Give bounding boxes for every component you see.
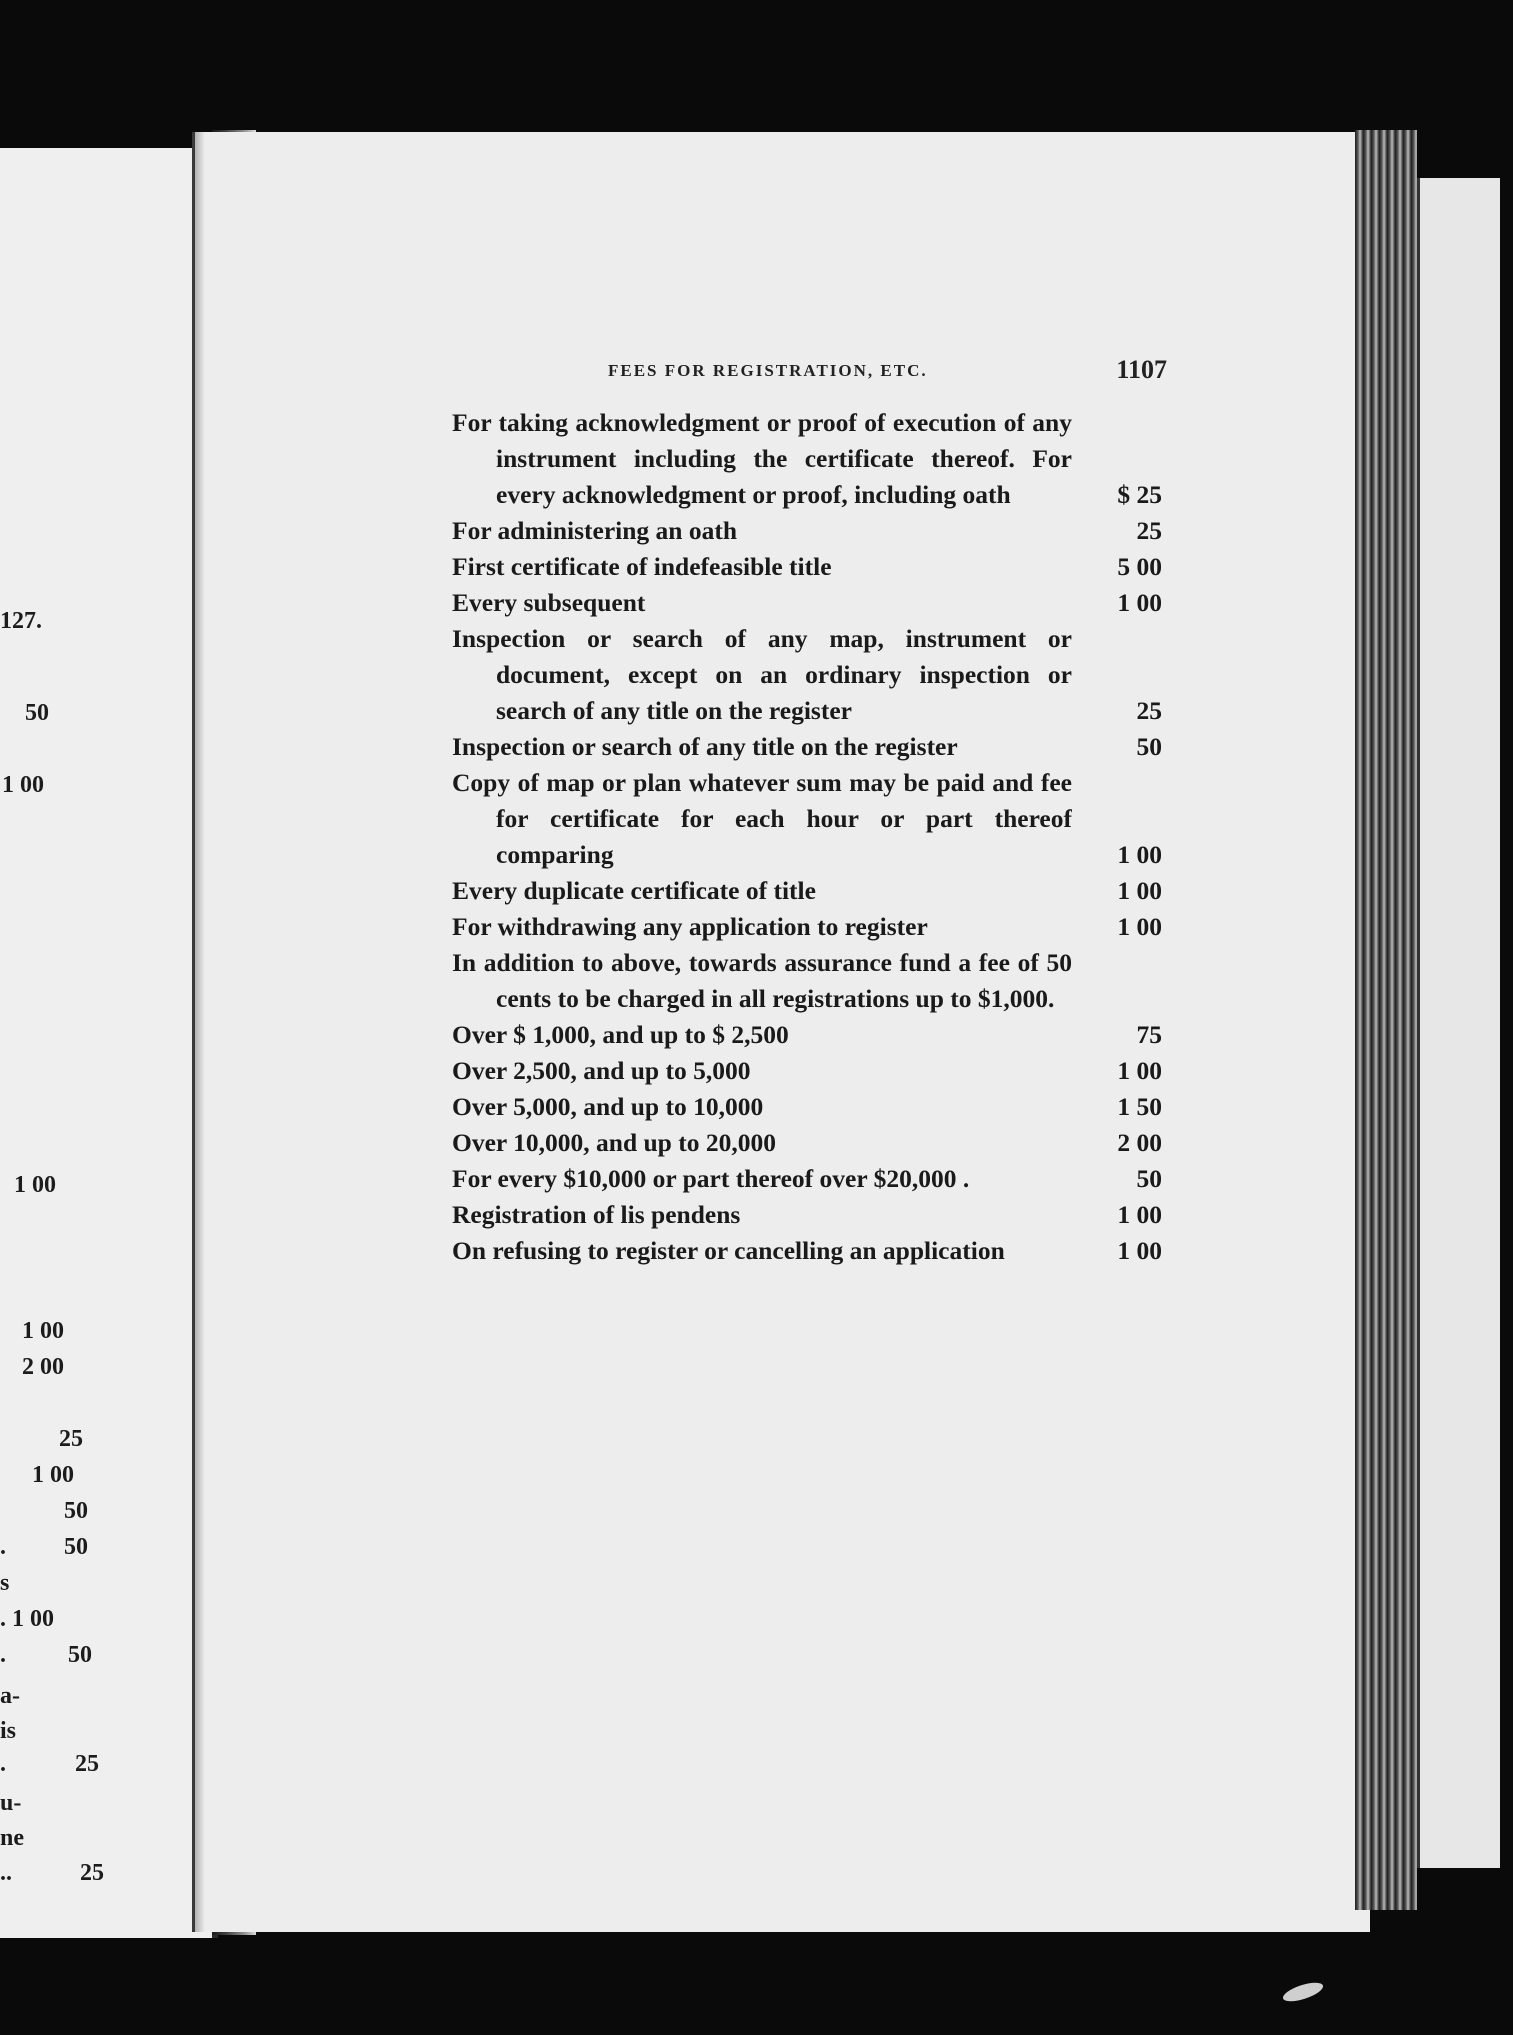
fee-description: Over 2,500, and up to 5,000 — [452, 1056, 751, 1085]
fee-amount: 25 — [1136, 516, 1162, 545]
left-page-text: . 1 00 — [0, 1606, 54, 1632]
left-page-text: . — [0, 1751, 6, 1777]
fee-amount: 1 00 — [1117, 840, 1162, 869]
fee-amount: 1 00 — [1117, 876, 1162, 905]
fee-entry — [452, 1197, 1162, 1233]
left-page-text: 25 — [80, 1860, 104, 1886]
fee-amount: 2 00 — [1117, 1128, 1162, 1157]
left-page-text: 50 — [64, 1498, 88, 1524]
fee-amount: 25 — [1136, 696, 1162, 725]
left-page-text: .. — [0, 1860, 12, 1886]
fee-description: Over 10,000, and up to 20,000 — [452, 1128, 776, 1157]
fee-description: On refusing to register or cancelling an application — [452, 1236, 1005, 1265]
left-page-text: . — [0, 1534, 6, 1560]
left-page-text: 25 — [75, 1751, 99, 1777]
fee-description: First certificate of indefeasible title — [452, 552, 832, 581]
fee-description: Registration of lis pendens — [452, 1200, 741, 1229]
fee-entry — [452, 1089, 1162, 1125]
running-header-title: FEES FOR REGISTRATION, ETC. — [608, 361, 928, 380]
fee-description: For every $10,000 or part thereof over $20,000 . — [452, 1164, 970, 1193]
fee-description: Over 5,000, and up to 10,000 — [452, 1092, 764, 1121]
fee-amount: 1 00 — [1117, 1056, 1162, 1085]
left-page-text: . — [0, 1642, 6, 1668]
fee-amount: 1 00 — [1117, 1200, 1162, 1229]
next-page — [1417, 178, 1500, 1868]
fee-description: For withdrawing any application to register — [452, 912, 928, 941]
fee-amount: 1 00 — [1117, 588, 1162, 617]
fee-amount: 50 — [1136, 732, 1162, 761]
fee-amount: $ 25 — [1117, 480, 1162, 509]
fee-description: Every duplicate certificate of title — [452, 876, 816, 905]
fee-amount: 75 — [1136, 1020, 1162, 1049]
left-page-text: 1 00 — [32, 1462, 74, 1488]
fee-entry — [452, 405, 1162, 513]
fee-entry — [452, 729, 1162, 765]
fee-entry — [452, 1233, 1162, 1269]
left-page-text: 1 00 — [14, 1172, 56, 1198]
left-page-text: 1 00 — [2, 772, 44, 798]
fee-entry — [452, 765, 1162, 873]
left-page-text: u- — [0, 1790, 22, 1816]
fee-description: For taking acknowledgment or proof of execution of any instrument including the certificate thereof. For every acknowledgment or proof, including oath — [452, 408, 1072, 509]
fee-entry — [452, 513, 1162, 549]
fee-amount: 1 00 — [1117, 1236, 1162, 1265]
fee-description: Inspection or search of any title on the register — [452, 732, 958, 761]
left-page-text: s — [0, 1570, 10, 1596]
fee-description: Copy of map or plan whatever sum may be paid and fee for certificate for each hour or part thereof comparing — [452, 768, 1072, 869]
fee-amount: 5 00 — [1117, 552, 1162, 581]
fee-amount: 1 00 — [1117, 912, 1162, 941]
left-page — [0, 148, 218, 1938]
left-page-text: a- — [0, 1683, 20, 1709]
fee-description: Over $ 1,000, and up to $ 2,500 — [452, 1020, 789, 1049]
fee-description: Every subsequent — [452, 588, 646, 617]
left-page-text: 1 00 — [22, 1318, 64, 1344]
fee-entry — [452, 621, 1162, 729]
fee-entry — [452, 945, 1162, 1017]
left-page-text: 127. — [0, 608, 42, 634]
left-page-text: 25 — [59, 1426, 83, 1452]
left-page-text: ne — [0, 1825, 24, 1851]
left-page-text: 2 00 — [22, 1354, 64, 1380]
fee-amount: 50 — [1136, 1164, 1162, 1193]
left-page-text: 50 — [25, 700, 49, 726]
fee-description: Inspection or search of any map, instrument or document, except on an ordinary inspection or search of any title on the register — [452, 624, 1072, 725]
left-page-text: 50 — [64, 1534, 88, 1560]
fee-entry — [452, 1017, 1162, 1053]
fee-entry — [452, 585, 1162, 621]
page-edges — [1355, 130, 1417, 1910]
page-fold-shadow — [195, 132, 205, 1932]
fee-entry — [452, 1053, 1162, 1089]
running-header — [600, 355, 1167, 395]
fee-entry — [452, 1125, 1162, 1161]
page-number: 1107 — [1116, 355, 1167, 384]
fee-entry — [452, 873, 1162, 909]
left-page-text: 50 — [68, 1642, 92, 1668]
left-page-text: is — [0, 1718, 17, 1744]
fee-entry — [452, 909, 1162, 945]
fee-schedule — [452, 405, 1162, 1269]
fee-description: For administering an oath — [452, 516, 738, 545]
fee-entry — [452, 1161, 1162, 1197]
fee-amount: 1 50 — [1117, 1092, 1162, 1121]
fee-description: In addition to above, towards assurance fund a fee of 50 cents to be charged in all registrations up to $1,000. — [452, 948, 1072, 1013]
fee-entry — [452, 549, 1162, 585]
scan-blemish — [1281, 1979, 1325, 2005]
